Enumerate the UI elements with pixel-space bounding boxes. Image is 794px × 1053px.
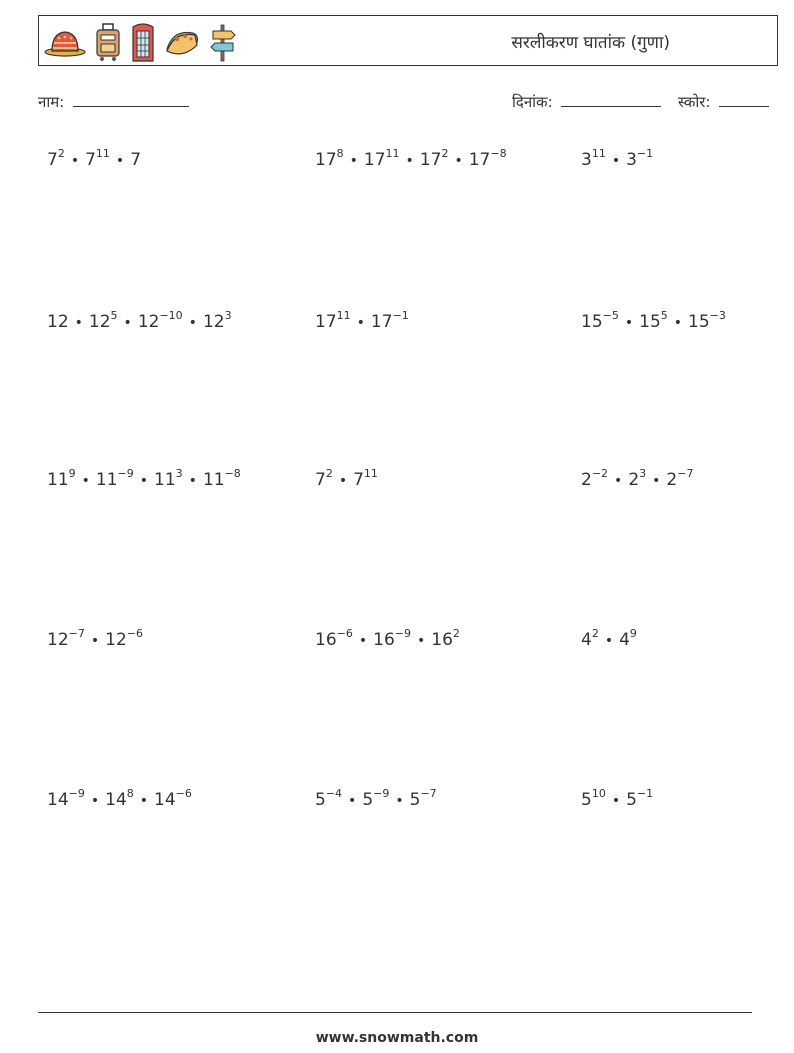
exponent: −4: [325, 787, 343, 800]
exponent: 11: [95, 147, 110, 160]
exponent: 11: [336, 309, 351, 322]
suitcase-icon: [93, 22, 123, 62]
problem-expression: [581, 787, 654, 810]
multiply-dot: •: [139, 473, 149, 489]
worksheet-title: सरलीकरण घातांक (गुणा): [511, 33, 670, 53]
exponent: −6: [336, 627, 353, 640]
multiply-dot: •: [188, 473, 197, 489]
exponent: −9: [68, 787, 85, 800]
exponent: 2: [441, 147, 449, 160]
header-icons: [43, 20, 239, 64]
exponent: 11: [591, 147, 606, 160]
multiply-dot: •: [611, 153, 621, 169]
exponent: 8: [126, 787, 134, 800]
problem-expression: [47, 467, 241, 490]
base: 11: [95, 470, 118, 490]
multiply-dot: •: [395, 793, 404, 809]
base: 7: [85, 150, 96, 170]
base: 12: [47, 312, 69, 332]
base: 5: [362, 790, 374, 810]
multiply-dot: •: [188, 315, 197, 331]
exponent: −6: [175, 787, 192, 800]
base: 17: [419, 150, 442, 170]
base: 4: [619, 630, 630, 650]
score-blank[interactable]: [719, 92, 769, 107]
problem-expression: [581, 627, 637, 650]
problem-expression: [47, 787, 192, 810]
base: 16: [431, 630, 453, 650]
base: 7: [315, 470, 326, 490]
multiply-dot: •: [74, 315, 83, 331]
exponent: −9: [373, 787, 390, 800]
problem-expression: [47, 147, 142, 170]
base: 11: [154, 470, 176, 490]
exponent: 5: [660, 309, 668, 322]
base: 12: [105, 630, 127, 650]
phone-booth-icon: [129, 21, 157, 63]
multiply-dot: •: [673, 315, 683, 331]
base: 5: [626, 790, 637, 810]
base: 16: [373, 630, 395, 650]
base: 7: [130, 150, 142, 170]
base: 15: [581, 312, 603, 332]
footer-divider: [38, 1012, 752, 1013]
exponent: 9: [629, 627, 637, 640]
problem-expression: [315, 309, 409, 332]
exponent: −2: [591, 467, 609, 480]
base: 17: [363, 150, 386, 170]
base: 15: [639, 312, 661, 332]
exponent: 11: [363, 467, 378, 480]
exponent: 5: [110, 309, 118, 322]
base: 11: [47, 470, 69, 490]
name-field[interactable]: [38, 92, 189, 112]
multiply-dot: •: [139, 793, 149, 809]
exponent: −9: [117, 467, 134, 480]
multiply-dot: •: [652, 473, 661, 489]
base: 7: [47, 150, 58, 170]
multiply-dot: •: [90, 633, 100, 649]
base: 16: [315, 630, 337, 650]
multiply-dot: •: [454, 153, 463, 169]
exponent: −8: [224, 467, 241, 480]
base: 5: [409, 790, 421, 810]
exponent: −1: [392, 309, 409, 322]
hat-icon: [43, 25, 87, 59]
base: 12: [47, 630, 69, 650]
problem-expression: [47, 627, 143, 650]
exponent: −9: [394, 627, 411, 640]
exponent: 3: [175, 467, 183, 480]
problem-expression: [315, 627, 460, 650]
taco-icon: [163, 25, 201, 59]
exponent: −5: [602, 309, 619, 322]
exponent: −1: [636, 147, 654, 160]
multiply-dot: •: [123, 315, 132, 331]
base: 7: [353, 470, 364, 490]
problem-expression: [581, 147, 654, 170]
multiply-dot: •: [624, 315, 634, 331]
multiply-dot: •: [356, 315, 365, 331]
exponent: 2: [57, 147, 65, 160]
base: 2: [581, 470, 592, 490]
score-field[interactable]: [678, 92, 769, 112]
multiply-dot: •: [416, 633, 426, 649]
multiply-dot: •: [611, 793, 621, 809]
exponent: 2: [591, 627, 599, 640]
exponent: −6: [126, 627, 143, 640]
base: 2: [628, 470, 640, 490]
exponent: −7: [420, 787, 437, 800]
exponent: −7: [677, 467, 694, 480]
multiply-dot: •: [81, 473, 90, 489]
problem-expression: [581, 309, 726, 332]
base: 14: [47, 790, 69, 810]
footer-url: www.snowmath.com: [315, 1030, 479, 1046]
name-label: नाम:: [38, 93, 65, 111]
base: 15: [688, 312, 710, 332]
exponent: 8: [336, 147, 344, 160]
multiply-dot: •: [338, 473, 348, 489]
multiply-dot: •: [349, 153, 358, 169]
base: 12: [88, 312, 111, 332]
multiply-dot: •: [358, 633, 368, 649]
base: 12: [137, 312, 160, 332]
exponent: −10: [159, 309, 183, 322]
date-field[interactable]: [512, 92, 661, 112]
problem-expression: [581, 467, 694, 490]
base: 14: [154, 790, 176, 810]
base: 17: [370, 312, 393, 332]
date-blank[interactable]: [561, 92, 661, 107]
multiply-dot: •: [70, 153, 80, 169]
exponent: 10: [591, 787, 606, 800]
exponent: −1: [636, 787, 654, 800]
problem-expression: [315, 147, 507, 170]
problem-expression: [47, 309, 232, 332]
base: 14: [105, 790, 127, 810]
multiply-dot: •: [348, 793, 357, 809]
exponent: 3: [639, 467, 647, 480]
worksheet-header: [38, 15, 778, 66]
base: 2: [666, 470, 678, 490]
base: 12: [202, 312, 225, 332]
problem-expression: [315, 787, 437, 810]
multiply-dot: •: [115, 153, 125, 169]
base: 17: [315, 150, 337, 170]
exponent: −7: [68, 627, 85, 640]
exponent: −3: [709, 309, 726, 322]
base: 3: [581, 150, 592, 170]
base: 17: [315, 312, 337, 332]
multiply-dot: •: [604, 633, 614, 649]
exponent: 9: [68, 467, 76, 480]
score-label: स्कोर:: [678, 93, 711, 111]
exponent: 2: [325, 467, 333, 480]
problem-expression: [315, 467, 378, 490]
signpost-icon: [207, 21, 239, 63]
multiply-dot: •: [90, 793, 100, 809]
exponent: 2: [452, 627, 460, 640]
base: 4: [581, 630, 592, 650]
multiply-dot: •: [614, 473, 623, 489]
name-blank[interactable]: [73, 92, 189, 107]
date-label: दिनांक:: [512, 93, 553, 111]
exponent: 3: [224, 309, 232, 322]
exponent: −8: [490, 147, 507, 160]
exponent: 11: [385, 147, 400, 160]
base: 17: [468, 150, 491, 170]
base: 11: [202, 470, 225, 490]
base: 5: [581, 790, 592, 810]
base: 5: [315, 790, 326, 810]
base: 3: [626, 150, 637, 170]
multiply-dot: •: [405, 153, 414, 169]
